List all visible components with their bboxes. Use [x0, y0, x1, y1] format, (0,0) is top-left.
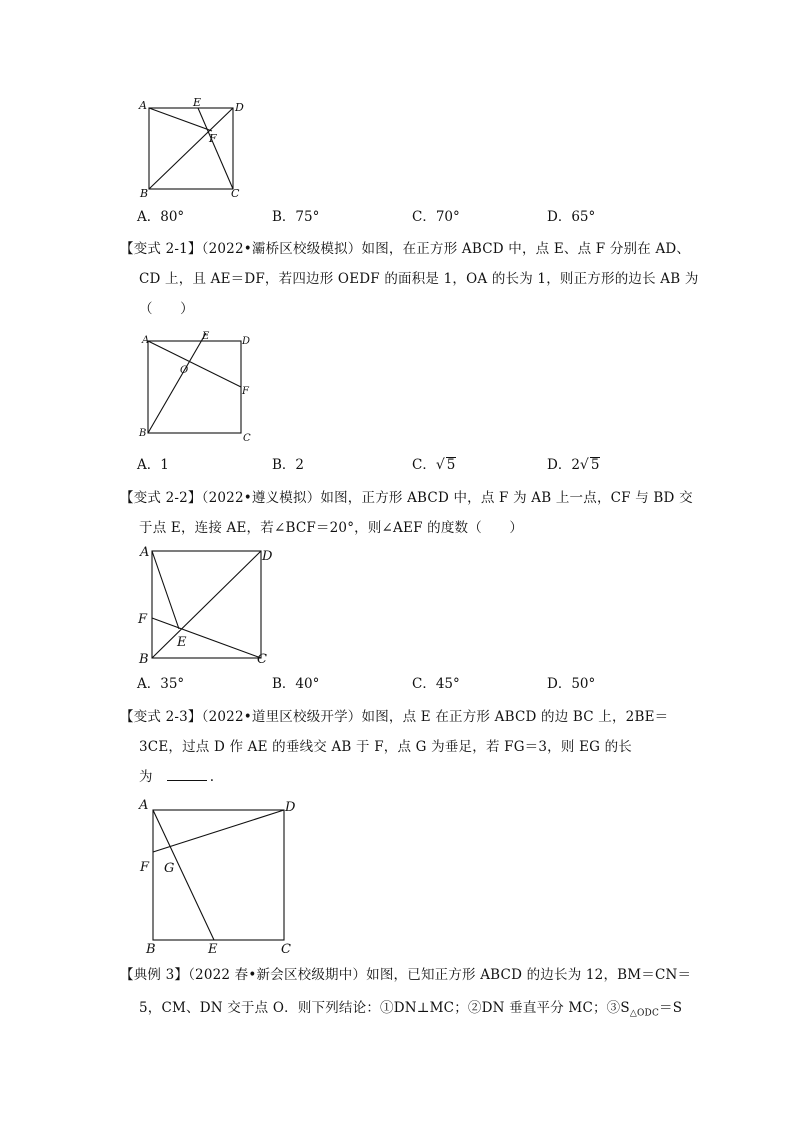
fig2-label-A: A	[142, 335, 150, 346]
q2-option-a[interactable]: A．1	[137, 457, 169, 473]
fig4-label-F: F	[140, 860, 150, 875]
q2-option-c-label: C．	[412, 457, 436, 473]
q2-option-b[interactable]: B．2	[272, 457, 305, 473]
fig4-label-C: C	[281, 942, 291, 957]
fig1-label-D: D	[235, 101, 244, 114]
fig1-label-E: E	[193, 96, 202, 109]
fig4-line-FD	[153, 810, 284, 852]
fig3-line-AE	[152, 551, 179, 629]
fig1-label-C: C	[231, 187, 240, 200]
fig2-label-F: F	[242, 386, 249, 397]
fig1-line-BD	[149, 108, 233, 189]
q2-option-c[interactable]: C．√ 5	[412, 457, 456, 473]
fig3-label-F: F	[138, 612, 148, 627]
fig4-label-E: E	[208, 942, 218, 957]
fig2-label-B: B	[139, 428, 147, 439]
fig2-label-O: O	[180, 365, 189, 376]
q4-text-line-1: 【变式 2-3】（2022•道里区校级开学）如图，点 E 在正方形 ABCD 的边 BC 上，2BE＝	[120, 709, 669, 725]
q2-option-d-radicand: 5	[590, 457, 600, 473]
q4-line3-period: .	[209, 769, 215, 785]
q2-text-line-1: 【变式 2-1】（2022•灞桥区校级模拟）如图，在正方形 ABCD 中，点 E、点 F 分别在 AD、	[120, 241, 691, 257]
q1-option-a[interactable]: A．80°	[137, 209, 185, 225]
fig1-label-A: A	[139, 99, 147, 112]
figure-3	[133, 543, 278, 667]
fig2-square	[148, 341, 241, 433]
fig1-line-EC	[198, 108, 233, 189]
fig2-label-C: C	[243, 433, 251, 444]
q2-text-line-3: （ ）	[139, 301, 194, 317]
fig3-line-FC	[152, 618, 261, 658]
q3-option-c[interactable]: C．45°	[412, 676, 460, 692]
q5-line2-text: 5，CM、DN 交于点 O．则下列结论：①DN⊥MC；②DN 垂直平分 MC；③S	[139, 1000, 630, 1016]
q2-option-d-label: D．2	[547, 457, 580, 473]
fig2-line-AF	[148, 341, 241, 387]
fig3-label-D: D	[262, 549, 273, 564]
fig4-label-D: D	[285, 800, 296, 815]
fig2-label-E: E	[202, 331, 210, 342]
q5-line2-end: ＝S	[659, 1000, 683, 1016]
q3-text-line-2: 于点 E，连接 AE，若∠BCF＝20°，则∠AEF 的度数（ ）	[139, 520, 524, 536]
fig1-label-B: B	[140, 187, 149, 200]
fig3-label-B: B	[139, 652, 149, 667]
q5-text-line-2	[139, 999, 682, 1023]
q5-text-line-1: 【典例 3】（2022 春•新会区校级期中）如图，已知正方形 ABCD 的边长为 12，BM＝CN＝	[120, 967, 692, 983]
q2-option-c-radicand: 5	[446, 457, 456, 473]
q3-option-a[interactable]: A．35°	[137, 676, 185, 692]
fig2-label-D: D	[242, 336, 251, 347]
answer-blank[interactable]	[167, 768, 207, 781]
fig4-label-G: G	[164, 861, 175, 876]
fig4-label-B: B	[146, 942, 156, 957]
q1-option-b[interactable]: B．75°	[272, 209, 320, 225]
figure-4	[136, 797, 311, 957]
figure-2	[135, 330, 260, 445]
q2-text-line-2: CD 上，且 AE＝DF，若四边形 OEDF 的面积是 1，OA 的长为 1，则正方形的边长 AB 为	[139, 271, 699, 287]
q1-option-c[interactable]: C．70°	[412, 209, 460, 225]
fig2-line-BE	[148, 333, 206, 433]
fig4-label-A: A	[139, 798, 149, 813]
fig3-line-BD	[152, 551, 261, 658]
q3-text-line-1: 【变式 2-2】（2022•遵义模拟）如图，正方形 ABCD 中，点 F 为 AB 上一点，CF 与 BD 交	[120, 490, 693, 506]
fig1-label-F: F	[209, 132, 217, 145]
fig3-label-C: C	[257, 652, 267, 667]
q4-text-line-3	[139, 768, 214, 786]
q4-text-line-2: 3CE，过点 D 作 AE 的垂线交 AB 于 F，点 G 为垂足，若 FG＝3，则 EG 的长	[139, 739, 632, 755]
q5-line2-subscript: △ODC	[629, 1008, 660, 1019]
q2-option-d[interactable]: D．2√ 5	[547, 457, 600, 473]
fig3-label-A: A	[140, 545, 150, 560]
q1-option-d[interactable]: D．65°	[547, 209, 596, 225]
q3-option-d[interactable]: D．50°	[547, 676, 596, 692]
q3-option-b[interactable]: B．40°	[272, 676, 320, 692]
fig3-label-E: E	[177, 635, 187, 650]
fig4-line-AE	[153, 810, 214, 940]
figure-1	[130, 96, 250, 200]
q4-line3-prefix: 为	[139, 769, 153, 785]
